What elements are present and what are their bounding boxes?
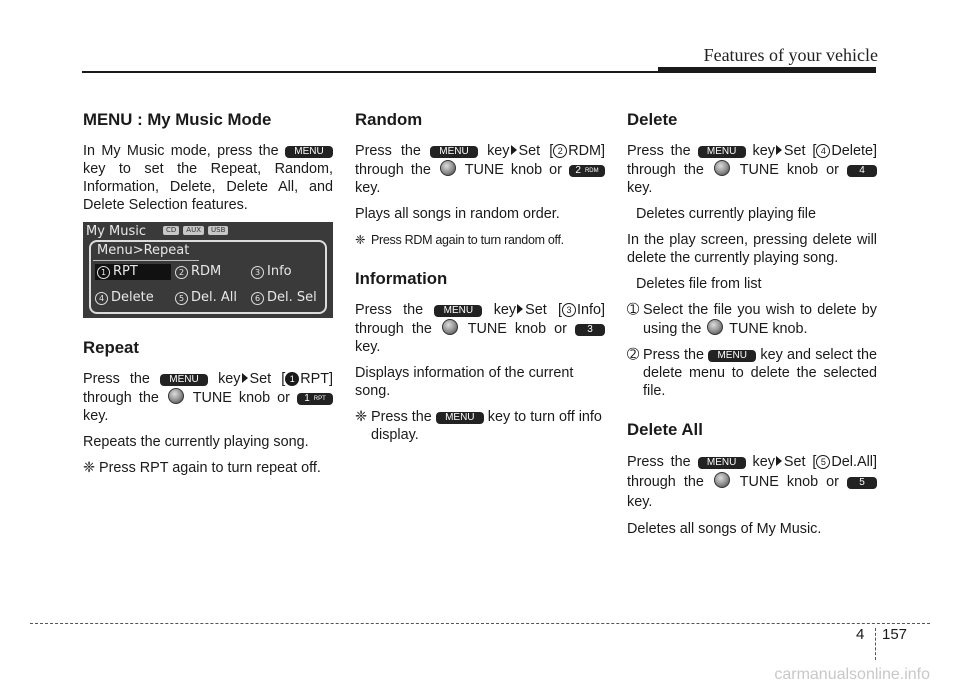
key-label: RPT xyxy=(313,396,326,402)
step-text-b: TUNE knob. xyxy=(729,321,808,337)
delete-text: key. xyxy=(627,180,653,196)
random-note-text: Press RDM again to turn random off. xyxy=(371,233,564,247)
display-screen xyxy=(83,222,333,318)
info-instructions xyxy=(355,301,605,356)
delete-all-text: Set [ xyxy=(783,454,817,470)
section-title-information: Information xyxy=(355,269,448,288)
step-number: ➁ xyxy=(627,347,640,363)
circled-number-icon: 3 xyxy=(562,303,576,317)
page-number: 157 xyxy=(882,626,908,643)
header-title: Features of your vehicle xyxy=(703,45,878,65)
screen-item-info xyxy=(251,264,292,280)
menu-key-icon: MENU xyxy=(698,457,746,469)
column-random-info xyxy=(355,110,605,444)
arrow-right-icon xyxy=(242,373,248,383)
step-text-b: key and select the delete menu to delete the selected file. xyxy=(643,347,878,399)
screen-item-label: RDM xyxy=(191,264,222,279)
repeat-note xyxy=(83,459,333,477)
delete-step-1 xyxy=(627,301,877,338)
screen-menu-panel xyxy=(89,240,327,314)
info-key-icon: 3 xyxy=(575,324,605,336)
arrow-right-icon xyxy=(776,456,782,466)
random-text: Set [ xyxy=(518,143,554,159)
screen-item-delete-sel xyxy=(251,290,317,306)
circled-number-icon: 1 xyxy=(285,372,299,386)
info-note-text-a: Press the xyxy=(371,409,432,425)
delete-all-text: Press the xyxy=(627,454,691,470)
section-title-menu: MENU : My Music Mode xyxy=(83,110,272,129)
repeat-text: Set [ xyxy=(249,371,286,387)
column-my-music-mode xyxy=(83,110,333,477)
info-text: Set [ xyxy=(525,302,562,318)
section-title-random: Random xyxy=(355,110,423,129)
delete-text: Set [ xyxy=(783,143,817,159)
step-text-a: Press the xyxy=(643,347,704,363)
screen-tabs xyxy=(163,226,228,235)
section-title-repeat: Repeat xyxy=(83,338,139,357)
screen-item-num: 4 xyxy=(95,292,108,305)
delete-instructions xyxy=(627,142,877,197)
menu-key-icon: MENU xyxy=(434,305,482,317)
screen-tab-cd: CD xyxy=(163,226,179,235)
screen-item-num: 2 xyxy=(175,266,188,279)
arrow-right-icon xyxy=(517,304,523,314)
random-description: Plays all songs in random order. xyxy=(355,206,560,222)
tune-knob-icon xyxy=(714,472,730,488)
screen-item-label: Delete xyxy=(111,290,154,305)
screen-item-label: Info xyxy=(267,264,292,279)
intro-text-b: key to set the Repeat, Random, Information, Delete, Delete All, and Delete Selection features. xyxy=(83,161,333,213)
footer-rule xyxy=(30,623,930,624)
info-text: key. xyxy=(355,339,381,355)
tune-knob-icon xyxy=(440,160,456,176)
info-text: through the xyxy=(355,321,432,337)
screen-item-rpt xyxy=(95,264,171,280)
section-title-delete: Delete xyxy=(627,110,678,129)
delete-description: In the play screen, pressing delete will delete the currently playing song. xyxy=(627,232,877,266)
info-note-text-b: key to turn off info display. xyxy=(371,409,602,443)
random-text: TUNE knob or xyxy=(464,162,562,178)
footer-separator xyxy=(875,628,877,660)
screen-item-num: 6 xyxy=(251,292,264,305)
tune-knob-icon xyxy=(707,319,723,335)
screen-item-num: 3 xyxy=(251,266,264,279)
menu-key-icon: MENU xyxy=(436,412,484,424)
key-number: 1 xyxy=(304,393,310,404)
menu-key-icon: MENU xyxy=(160,374,208,386)
rdm-key-icon xyxy=(569,165,605,177)
info-description: Displays information of the current song. xyxy=(355,365,574,399)
header-rule xyxy=(82,71,658,73)
repeat-instructions xyxy=(83,370,333,425)
menu-key-icon: MENU xyxy=(698,146,746,158)
info-text: key xyxy=(493,302,517,318)
repeat-text: RPT] xyxy=(300,371,333,387)
random-instructions xyxy=(355,142,605,197)
delete-text: Delete] xyxy=(831,143,878,159)
info-note xyxy=(355,408,605,444)
screen-item-label: Del. Sel xyxy=(267,290,317,305)
repeat-text: TUNE knob or xyxy=(192,390,290,406)
delete-all-instructions xyxy=(627,452,877,512)
screen-item-label: Del. All xyxy=(191,290,238,305)
circled-number-icon: 5 xyxy=(816,455,830,469)
menu-key-icon: MENU xyxy=(285,146,333,158)
screen-submenu-title: Menu>Repeat xyxy=(97,243,190,258)
step-text xyxy=(643,301,877,338)
delete-all-text: Del.All] xyxy=(831,454,877,470)
delete-all-text: key. xyxy=(627,494,653,510)
intro-text xyxy=(83,142,333,214)
info-text: TUNE knob or xyxy=(467,321,567,337)
delete-all-text: key xyxy=(752,454,775,470)
key-number: 2 xyxy=(575,165,581,176)
random-note xyxy=(355,231,605,249)
menu-key-icon: MENU xyxy=(708,350,756,362)
repeat-text: Press the xyxy=(83,371,150,387)
circled-number-icon: 4 xyxy=(816,144,830,158)
delete-step-2 xyxy=(627,346,877,400)
delete-all-description: Deletes all songs of My Music. xyxy=(627,521,822,537)
watermark: carmanualsonline.info xyxy=(774,666,930,683)
repeat-text: key xyxy=(218,371,241,387)
screen-divider xyxy=(93,260,199,261)
delete-text: TUNE knob or xyxy=(739,162,839,178)
delete-text: key xyxy=(752,143,775,159)
step-text-a: Select the file you wish to delete by using the xyxy=(643,302,877,337)
screen-item-rdm xyxy=(175,264,221,280)
step-number: ➀ xyxy=(627,302,640,318)
arrow-right-icon xyxy=(511,145,517,155)
screen-item-num: 1 xyxy=(97,266,110,279)
header-rule-bold xyxy=(658,67,876,73)
rpt-key-icon xyxy=(297,393,333,405)
screen-title: My Music xyxy=(86,224,147,239)
random-text: through the xyxy=(355,162,431,178)
screen-item-delete xyxy=(95,290,154,306)
delete-all-text: through the xyxy=(627,474,704,490)
random-text: key. xyxy=(355,180,381,196)
delete-subtitle-playing: Deletes currently playing file xyxy=(636,206,816,222)
screen-tab-aux: AUX xyxy=(183,226,204,235)
delete-text: through the xyxy=(627,162,704,178)
repeat-description: Repeats the currently playing song. xyxy=(83,434,309,450)
screen-item-delete-all xyxy=(175,290,237,306)
delete-subtitle-list: Deletes file from list xyxy=(636,276,762,292)
arrow-right-icon xyxy=(776,145,782,155)
repeat-note-text: Press RPT again to turn repeat off. xyxy=(99,460,321,476)
intro-text-a: In My Music mode, press the xyxy=(83,143,279,159)
column-delete xyxy=(627,110,877,538)
key-label: RDM xyxy=(584,168,599,174)
repeat-text: through the xyxy=(83,390,159,406)
random-text: Press the xyxy=(355,143,421,159)
note-icon: ❈ xyxy=(355,233,366,247)
chapter-number: 4 xyxy=(856,626,865,643)
section-title-delete-all: Delete All xyxy=(627,420,703,439)
delete-text: Press the xyxy=(627,143,691,159)
note-icon: ❈ xyxy=(355,409,368,425)
tune-knob-icon xyxy=(168,388,184,404)
note-icon: ❈ xyxy=(83,460,96,476)
menu-key-icon: MENU xyxy=(430,146,478,158)
screen-item-num: 5 xyxy=(175,292,188,305)
tune-knob-icon xyxy=(714,160,730,176)
circled-number-icon: 2 xyxy=(553,144,567,158)
random-text: key xyxy=(487,143,510,159)
repeat-text: key. xyxy=(83,408,109,424)
delete-all-key-icon: 5 xyxy=(847,477,877,489)
delete-key-icon: 4 xyxy=(847,165,877,177)
delete-all-text: TUNE knob or xyxy=(739,474,839,490)
info-text: Press the xyxy=(355,302,424,318)
info-text: Info] xyxy=(576,302,605,318)
screen-item-label: RPT xyxy=(113,264,138,279)
tune-knob-icon xyxy=(442,319,458,335)
random-text: RDM] xyxy=(568,143,605,159)
screen-tab-usb: USB xyxy=(208,226,228,235)
info-note-text xyxy=(371,408,605,444)
step-text xyxy=(643,346,877,400)
